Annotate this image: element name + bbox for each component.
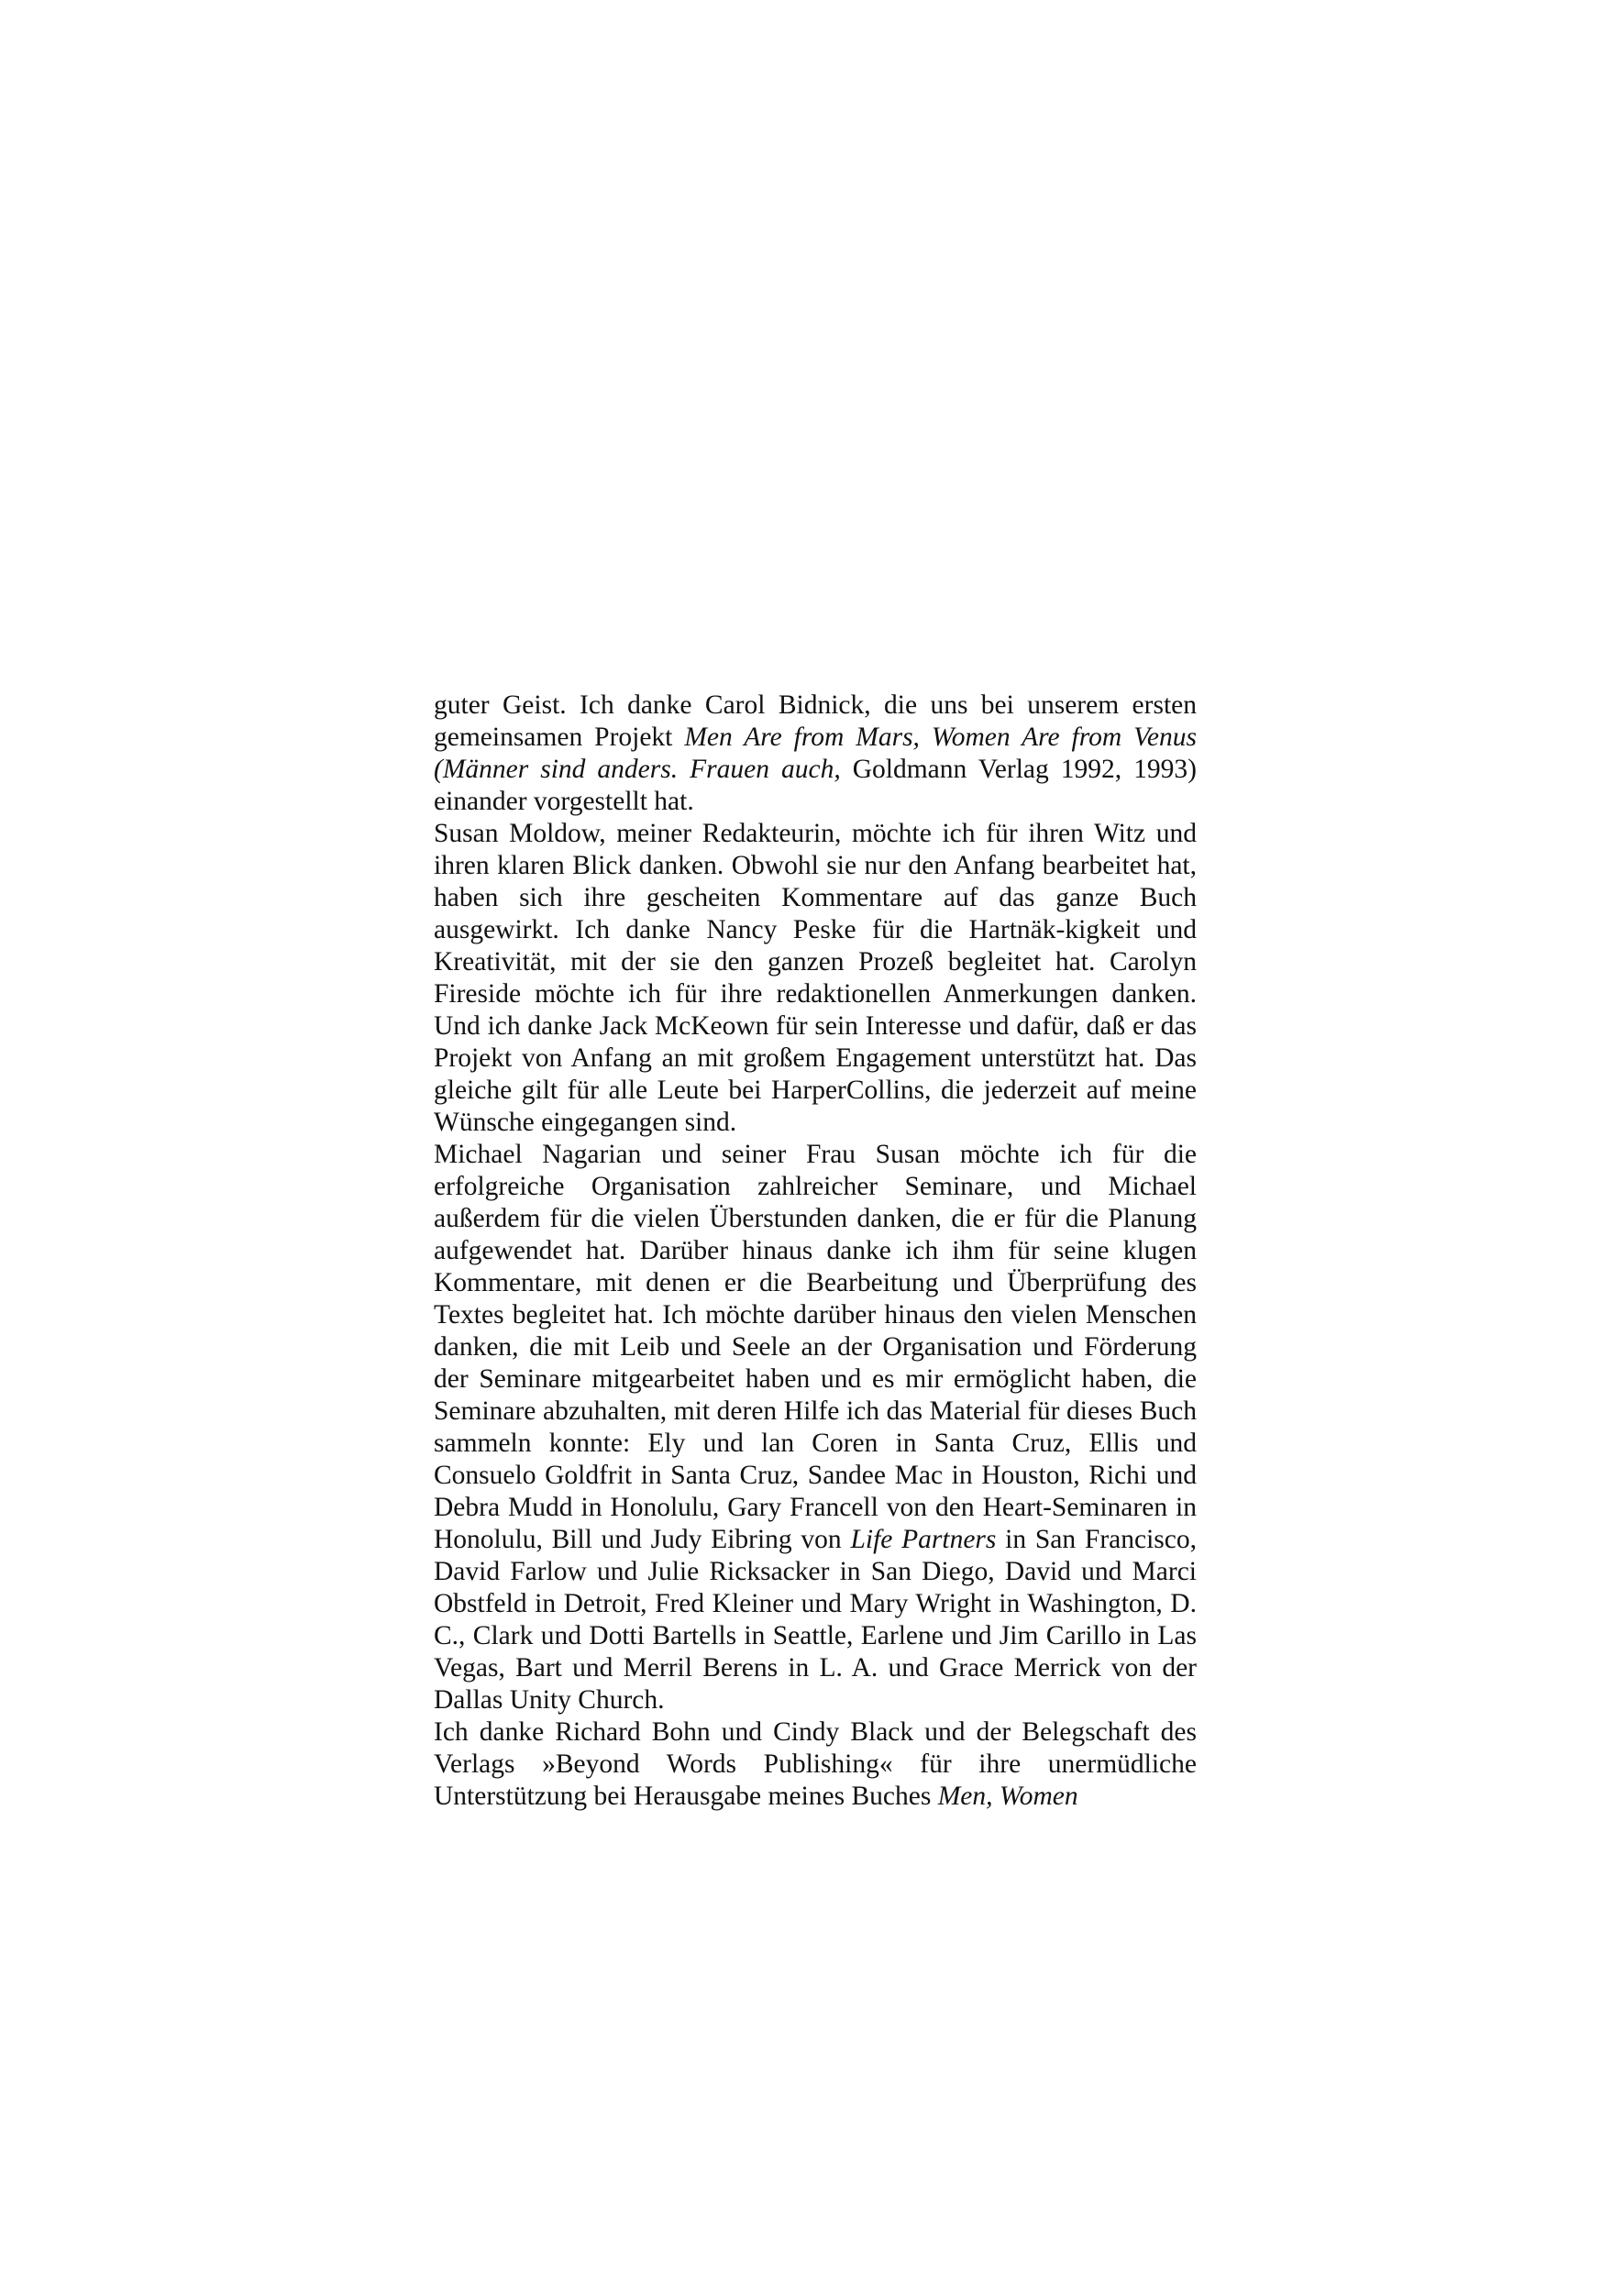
text-segment: Michael Nagarian und seiner Frau Susan möchte ich für die erfolgreiche Organisation zahlreicher Seminare, und Michael außerdem für die vielen Überstunden danken, die er für die Planung aufgewendet hat. Darüber hinaus danke ich ihm für seine klugen Kommentare, mit denen er die Bearbeitung und Überprüfung des Textes begleitet hat. Ich möchte darüber hinaus den vielen Menschen danken, die mit Leib und Seele an der Organisation und Förderung der Seminare mitgearbeitet haben und es mir ermöglicht haben, die Seminare abzuhalten, mit deren Hilfe ich das Material für dieses Buch sammeln konnte: Ely und lan Coren in Santa Cruz, Ellis und Consuelo Goldfrit in Santa Cruz, Sandee Mac in Houston, Richi und Debra Mudd in Honolulu, Gary Francell von den Heart-Seminaren in Honolulu, Bill und Judy Eibring von bbox=[434, 1140, 1197, 1554]
body-text bbox=[434, 690, 1197, 1813]
text-segment: Susan Moldow, meiner Redakteurin, möchte ich für ihren Witz und ihren klaren Blick danken. Obwohl sie nur den Anfang bearbeitet hat, haben sich ihre gescheiten Kommentare auf das ganze Buch ausgewirkt. Ich danke Nancy Peske für die Hartnäk-kigkeit und Kreativität, mit der sie den ganzen Prozeß begleitet hat. Carolyn Fireside möchte ich für ihre redaktionellen Anmerkungen danken. Und ich danke Jack McKeown für sein Interesse und dafür, daß er das Projekt von Anfang an mit großem Engagement unterstützt hat. Das gleiche gilt für alle Leute bei HarperCollins, die jederzeit auf meine Wünsche eingegangen sind. bbox=[434, 819, 1197, 1137]
paragraph-acknowledgement-bidnick bbox=[434, 690, 1197, 818]
text-segment: guter Geist. Ich danke Carol Bidnick, die uns bei unserem ersten gemeinsamen Projekt bbox=[434, 690, 1197, 752]
organization-name-italic: Life Partners bbox=[850, 1525, 997, 1554]
paragraph-acknowledgement-seminars bbox=[434, 1139, 1197, 1716]
text-segment: Ich danke Richard Bohn und Cindy Black und der Belegschaft des Verlags »Beyond Words Publishing« für ihre unermüdliche Unterstützung bei Herausgabe meines Buches bbox=[434, 1717, 1197, 1811]
paragraph-acknowledgement-publisher bbox=[434, 1716, 1197, 1813]
text-segment: Goldmann Verlag 1992, 1993) einander vorgestellt hat. bbox=[434, 755, 1197, 816]
book-title-italic: Men, Women bbox=[937, 1782, 1078, 1811]
text-segment: in San Francisco, David Farlow und Julie Ricksacker in San Diego, David und Marci Obstfeld in Detroit, Fred Kleiner und Mary Wright in Washington, D. C., Clark und Dotti Bartells in Seattle, Earlene und Jim Carillo in Las Vegas, Bart und Merril Berens in L. A. und Grace Merrick von der Dallas Unity Church. bbox=[434, 1525, 1197, 1715]
book-title-italic: Men Are from Mars, Women Are from Venus (Männer sind anders. Frauen auch, bbox=[434, 723, 1197, 784]
paragraph-acknowledgement-editors bbox=[434, 818, 1197, 1139]
